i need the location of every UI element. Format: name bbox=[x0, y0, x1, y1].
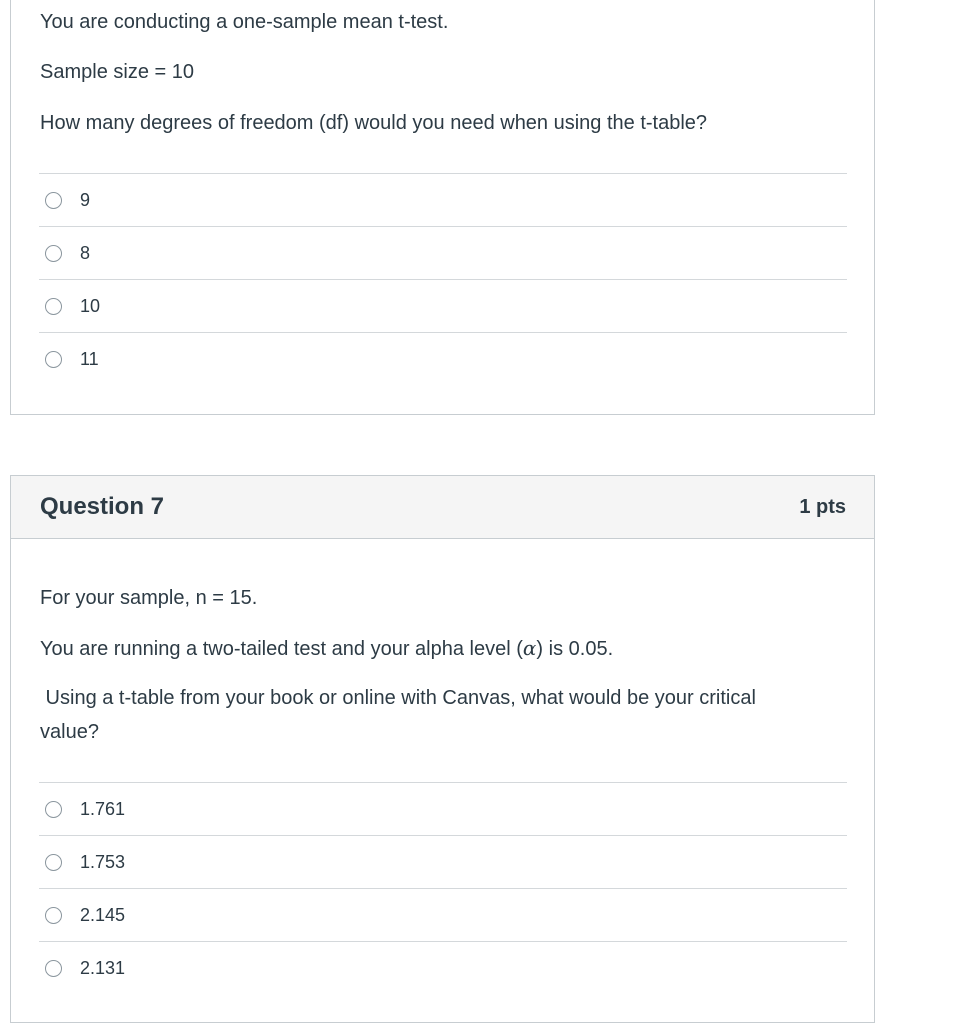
radio-button[interactable] bbox=[45, 192, 62, 209]
answer-label: 2.131 bbox=[80, 957, 126, 978]
answer-label: 9 bbox=[80, 189, 91, 210]
answer-label: 1.761 bbox=[80, 798, 126, 819]
question-title: Question 7 bbox=[40, 493, 165, 520]
answer-option[interactable] bbox=[39, 942, 847, 994]
question-text-line: Using a t-table from your book or online with Canvas, what would be your critical bbox=[40, 687, 756, 709]
question-7-card bbox=[10, 475, 875, 1023]
question-text-line: value? bbox=[40, 721, 99, 743]
radio-button[interactable] bbox=[45, 245, 62, 262]
question-text-line bbox=[40, 631, 613, 666]
question-6-card bbox=[10, 0, 875, 415]
answer-label: 10 bbox=[80, 295, 101, 316]
question-text-line: For your sample, n = 15. bbox=[40, 587, 258, 609]
answer-label: 11 bbox=[80, 348, 99, 369]
answer-option[interactable] bbox=[39, 227, 847, 280]
answer-option[interactable] bbox=[39, 280, 847, 333]
answer-label: 2.145 bbox=[80, 904, 126, 925]
radio-button[interactable] bbox=[45, 298, 62, 315]
answer-label: 1.753 bbox=[80, 851, 126, 872]
question-text-line: You are conducting a one-sample mean t-test. bbox=[40, 11, 449, 33]
answer-option[interactable] bbox=[39, 783, 847, 836]
answer-option[interactable] bbox=[39, 333, 847, 385]
question-text-line: How many degrees of freedom (df) would you need when using the t-table? bbox=[40, 112, 708, 134]
question-points: 1 pts bbox=[799, 495, 846, 518]
answer-list bbox=[39, 782, 847, 994]
answer-list bbox=[39, 173, 847, 385]
radio-button[interactable] bbox=[45, 801, 62, 818]
question-header bbox=[11, 476, 874, 539]
radio-button[interactable] bbox=[45, 960, 62, 977]
radio-button[interactable] bbox=[45, 907, 62, 924]
answer-label: 8 bbox=[80, 242, 91, 263]
text-segment: ) is 0.05. bbox=[536, 638, 614, 660]
answer-option[interactable] bbox=[39, 889, 847, 942]
question-text-line: Sample size = 10 bbox=[40, 61, 194, 83]
alpha-symbol: α bbox=[522, 636, 537, 660]
text-segment: You are running a two-tailed test and your alpha level ( bbox=[40, 638, 523, 660]
answer-option[interactable] bbox=[39, 836, 847, 889]
radio-button[interactable] bbox=[45, 351, 62, 368]
radio-button[interactable] bbox=[45, 854, 62, 871]
answer-option[interactable] bbox=[39, 174, 847, 227]
